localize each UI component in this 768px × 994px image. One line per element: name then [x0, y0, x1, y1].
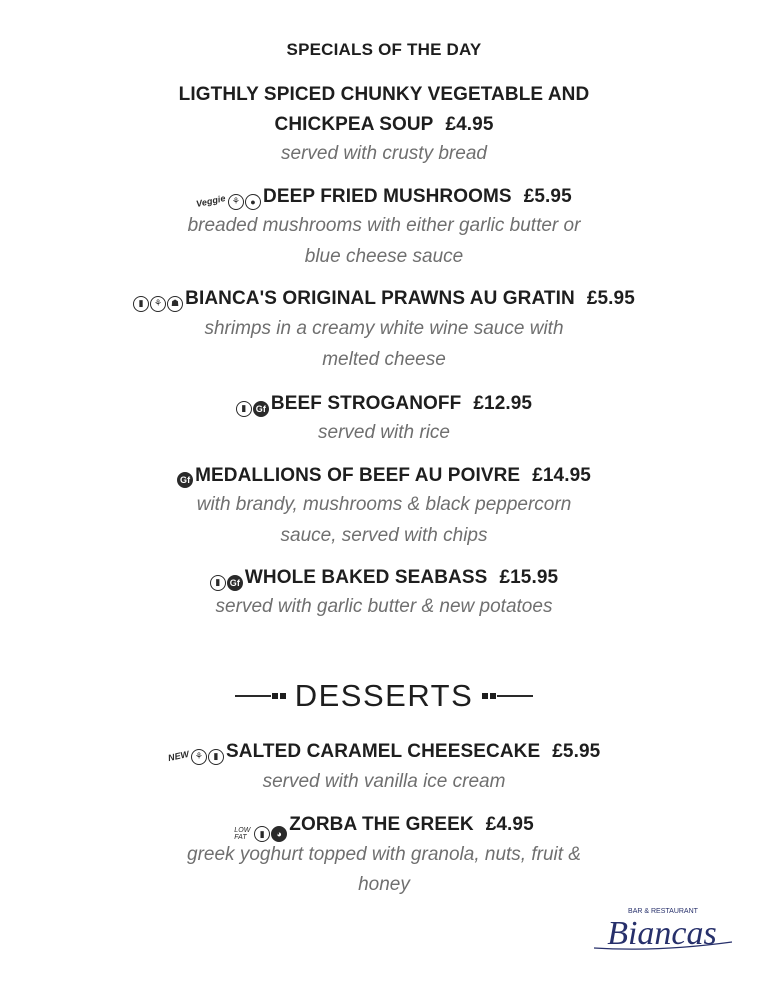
milk-icon: ▮	[254, 826, 270, 842]
wheat-icon: ⚘	[191, 749, 207, 765]
dish-medallions-name: MEDALLIONS OF BEEF AU POIVRE	[195, 465, 521, 486]
dessert-zorba-desc-line1: greek yoghurt topped with granola, nuts, fruit &	[187, 844, 581, 865]
divider	[235, 695, 271, 696]
dish-medallions-price: £14.95	[532, 465, 591, 486]
milk-icon: ▮	[133, 296, 149, 312]
dish-soup-desc: served with crusty bread	[281, 143, 487, 164]
dish-seabass-price: £15.95	[499, 567, 559, 588]
dietary-icons	[177, 472, 193, 488]
dish-stroganoff-desc: served with rice	[318, 422, 450, 443]
dish-mushrooms	[0, 186, 768, 210]
dish-soup-name-line1: LIGTHLY SPICED CHUNKY VEGETABLE AND	[178, 84, 590, 105]
low-fat-tag-line2: FAT	[234, 834, 247, 841]
desserts-heading-row	[0, 676, 768, 716]
dish-stroganoff-price: £12.95	[473, 393, 533, 414]
dish-soup-name-line2: CHICKPEA SOUP	[274, 114, 434, 135]
dessert-cheesecake-name: SALTED CARAMEL CHEESECAKE	[226, 741, 541, 762]
milk-icon: ▮	[236, 401, 252, 417]
dessert-cheesecake-price: £5.95	[552, 741, 601, 762]
biancas-logo	[588, 904, 738, 954]
dietary-icons	[210, 575, 243, 591]
dish-soup-price: £4.95	[445, 114, 494, 135]
dish-mushrooms-desc-line2: blue cheese sauce	[304, 246, 464, 267]
milk-icon: ▮	[210, 575, 226, 591]
milk-icon: ▮	[208, 749, 224, 765]
new-tag: NEW	[166, 748, 190, 764]
ornament-square	[482, 693, 488, 699]
dietary-icons	[196, 194, 261, 210]
logo-script: Biancas	[607, 915, 717, 952]
ornament-square	[280, 693, 286, 699]
nuts-icon: ◕	[271, 826, 287, 842]
specials-heading: SPECIALS OF THE DAY	[286, 40, 482, 59]
low-fat-tag	[234, 827, 252, 841]
dessert-zorba	[0, 814, 768, 842]
ornament-square	[272, 693, 278, 699]
dish-stroganoff	[0, 393, 768, 417]
dish-mushrooms-price: £5.95	[523, 186, 572, 207]
dish-prawns-name: BIANCA'S ORIGINAL PRAWNS AU GRATIN	[185, 288, 575, 309]
wheat-icon: ⚘	[150, 296, 166, 312]
low-fat-tag-line1: LOW	[234, 827, 251, 834]
dish-prawns-desc-line2: melted cheese	[322, 349, 446, 370]
dish-prawns-price: £5.95	[586, 288, 635, 309]
wheat-icon: ⚘	[228, 194, 244, 210]
dietary-icons	[236, 401, 269, 417]
dish-seabass	[0, 567, 768, 591]
dish-seabass-name: WHOLE BAKED SEABASS	[244, 567, 488, 588]
gluten-free-icon: Gf	[177, 472, 193, 488]
dish-medallions-desc-line2: sauce, served with chips	[280, 525, 488, 546]
gluten-free-icon: Gf	[227, 575, 243, 591]
dessert-cheesecake	[0, 741, 768, 765]
dish-medallions	[0, 465, 768, 488]
dish-prawns	[0, 288, 768, 312]
egg-icon: ●	[245, 194, 261, 210]
divider	[497, 695, 533, 696]
dish-mushrooms-name: DEEP FRIED MUSHROOMS	[263, 186, 512, 207]
dessert-zorba-desc-line2: honey	[358, 874, 410, 895]
dish-stroganoff-name: BEEF STROGANOFF	[270, 393, 462, 414]
dish-seabass-desc: served with garlic butter & new potatoes	[215, 596, 553, 617]
gluten-free-icon: Gf	[253, 401, 269, 417]
desserts-heading: DESSERTS	[294, 678, 474, 713]
dessert-cheesecake-desc: served with vanilla ice cream	[262, 771, 506, 792]
dietary-icons	[168, 749, 224, 765]
dish-soup	[0, 114, 768, 136]
dietary-icons	[133, 296, 183, 312]
dessert-zorba-name: ZORBA THE GREEK	[289, 814, 474, 835]
dish-medallions-desc-line1: with brandy, mushrooms & black peppercorn	[196, 494, 572, 515]
dish-mushrooms-desc-line1: breaded mushrooms with either garlic butter or	[187, 215, 581, 236]
veggie-tag: Veggie	[195, 193, 227, 209]
dietary-icons	[234, 826, 287, 842]
dessert-zorba-price: £4.95	[485, 814, 534, 835]
crustacean-icon: ☗	[167, 296, 183, 312]
ornament-square	[490, 693, 496, 699]
dish-prawns-desc-line1: shrimps in a creamy white wine sauce with	[204, 318, 564, 339]
logo-subtitle: BAR & RESTAURANT	[628, 908, 698, 915]
